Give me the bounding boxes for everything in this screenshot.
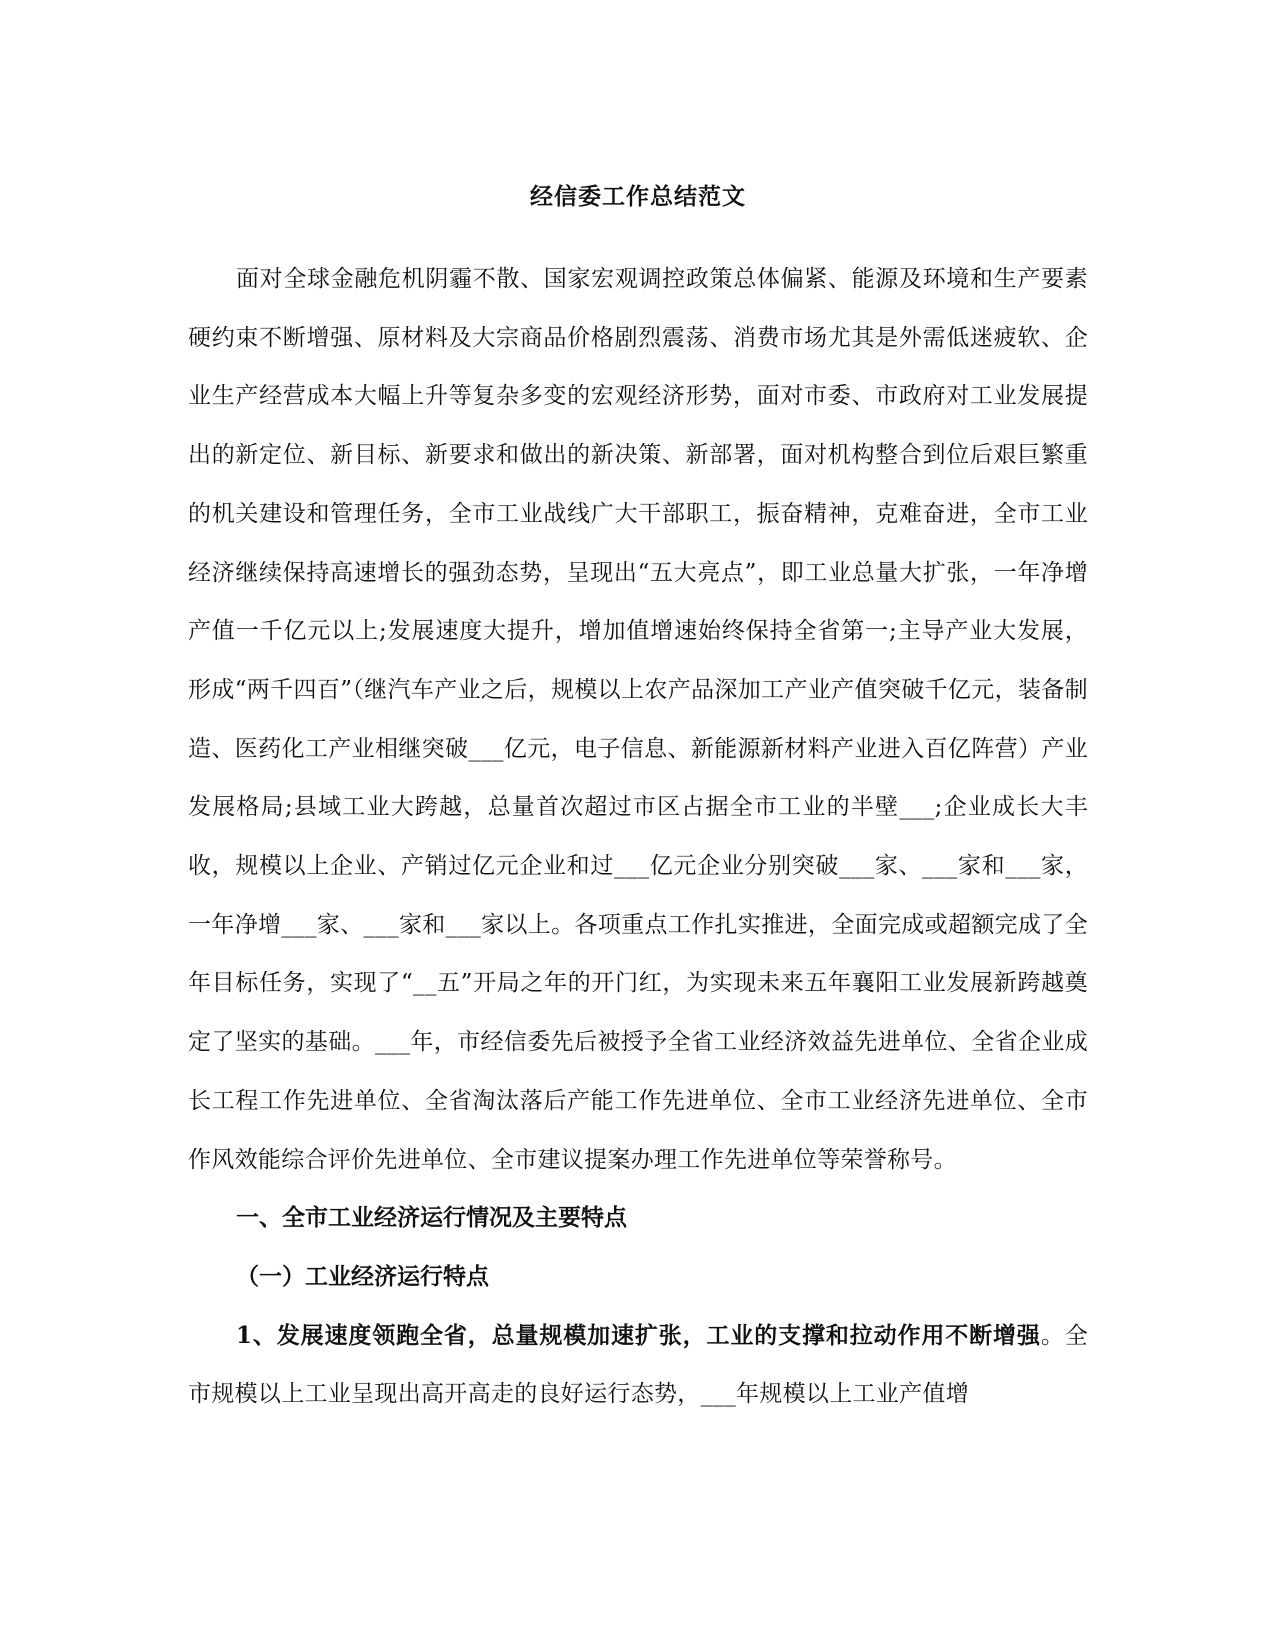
intro-paragraph: 面对全球金融危机阴霾不散、国家宏观调控政策总体偏紧、能源及环境和生产要素硬约束不断增强、原材料及大宗商品价格剧烈震荡、消费市场尤其是外需低迷疲软、企业生产经营成本大幅上升等复杂多变的宏观经济形势，面对市委、市政府对工业发展提出的新定位、新目标、新要求和做出的新决策、新部署，面对机构整合到位后艰巨繁重的机关建设和管理任务，全市工业战线广大干部职工，振奋精神，克难奋进，全市工业经济继续保持高速增长的强劲态势，呈现出“五大亮点”，即工业总量大扩张，一年净增产值一千亿元以上;发展速度大提升，增加值增速始终保持全省第一;主导产业大发展，形成“两千四百”（继汽车产业之后，规模以上农产品深加工产业产值突破千亿元，装备制造、医药化工产业相继突破___亿元，电子信息、新能源新材料产业进入百亿阵营）产业发展格局;县域工业大跨越，总量首次超过市区占据全市工业的半壁___;企业成长大丰收，规模以上企业、产销过亿元企业和过___亿元企业分别突破___家、___家和___家，一年净增___家、___家和___家以上。各项重点工作扎实推进，全面完成或超额完成了全年目标任务，实现了“__五”开局之年的开门红，为实现未来五年襄阳工业发展新跨越奠定了坚实的基础。___年，市经信委先后被授予全省工业经济效益先进单位、全省企业成长工程工作先进单位、全省淘汰落后产能工作先进单位、全市工业经济先进单位、全市作风效能综合评价先进单位、全市建议提案办理工作先进单位等荣誉称号。 — [188, 266, 1088, 1173]
subsection-heading: （一）工业经济运行特点 — [236, 1262, 489, 1290]
document-page — [188, 180, 1088, 1424]
document-title: 经信委工作总结范文 — [530, 183, 746, 210]
point-paragraph — [188, 1307, 1088, 1424]
point-heading: 1、发展速度领跑全省，总量规模加速扩张，工业的支撑和拉动作用不断增强 — [236, 1321, 1041, 1349]
point-text: 。全市规模以上工业呈现出高开高走的良好运行态势，___年规模以上工业产值增 — [188, 1322, 1089, 1408]
section-heading: 一、全市工业经济运行情况及主要特点 — [236, 1204, 627, 1232]
